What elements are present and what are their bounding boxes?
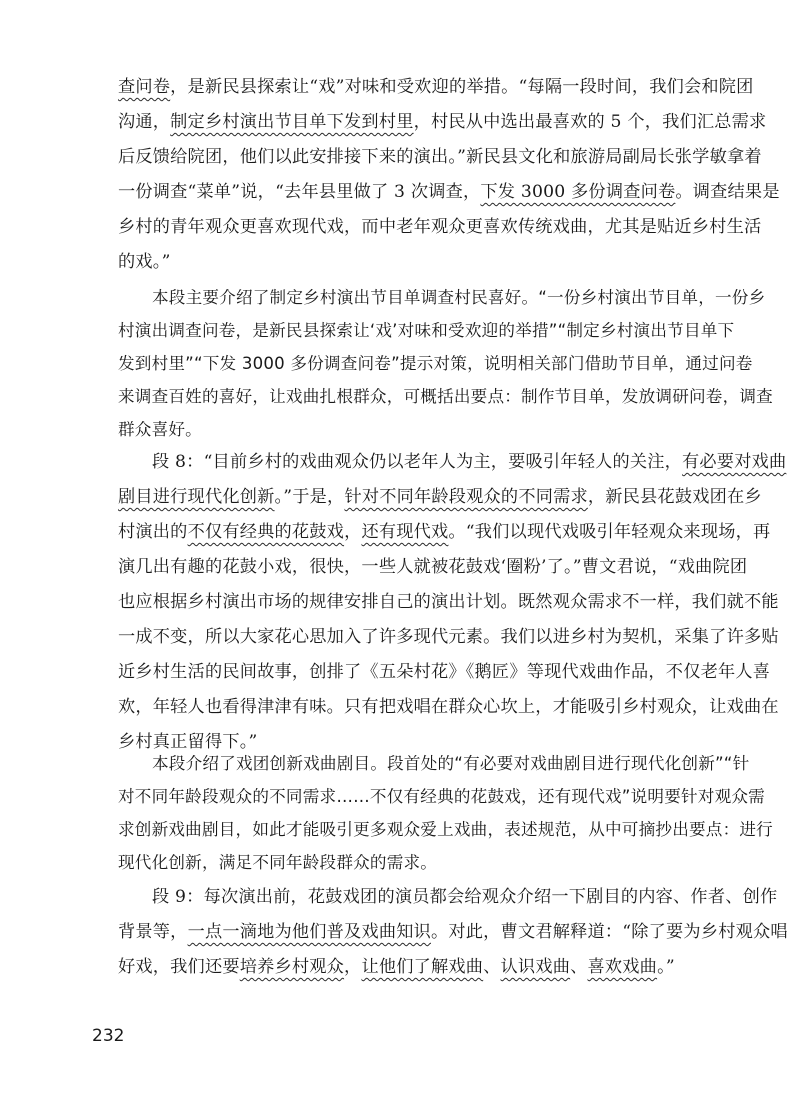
- text-run: ，是新民县探索让“戏”对味和受欢迎的举措。: [170, 77, 519, 97]
- text-run: 也应根据乡村演出市场的规律安排自己的演出计划。既然观众需求不一样，我们就不能: [118, 592, 779, 612]
- analysis-line: 本段主要介绍了制定乡村演出节目单调查村民喜好。“一份乡村演出节目单，一份乡: [152, 288, 766, 307]
- text-run: “每隔一段时间，我们会和院团: [518, 77, 754, 97]
- text-run: 欢，年轻人也看得津津有味。只有把戏唱在群众心坎上，才能吸引乡村观众，让戏曲在: [118, 697, 779, 717]
- text-run: 背景等，: [118, 922, 188, 942]
- text-line: [118, 950, 694, 985]
- page-number: 232: [92, 1026, 125, 1046]
- text-run: 一成不变，所以大家花心思加入了许多现代元素。我们以进乡村为契机，采集了许多贴: [118, 627, 779, 647]
- analysis-paragraph-1: [118, 281, 773, 446]
- underlined-phrase: 有必要对戏曲: [682, 452, 787, 472]
- paragraph-intro: [118, 70, 780, 280]
- analysis-line: 群众喜好。: [118, 420, 202, 439]
- underlined-phrase: 还有现代戏: [361, 522, 449, 542]
- text-run: 段 8：“目前乡村的戏曲观众仍以老年人为主，要吸引年轻人的关注，: [152, 452, 683, 472]
- text-run: ，: [344, 522, 362, 542]
- text-run: 村演出的: [118, 522, 188, 542]
- text-run: ，: [344, 957, 362, 977]
- underlined-phrase: 制定乡村演出节目单下发到村里: [170, 112, 414, 132]
- underlined-phrase: 不仅有经典的花鼓戏: [187, 522, 345, 542]
- text-line: [118, 915, 788, 950]
- underlined-phrase: 培养乡村观众: [239, 957, 345, 977]
- text-line: [118, 585, 779, 620]
- text-line: [118, 245, 694, 280]
- underlined-phrase: 剧目进行现代化创新: [118, 487, 275, 507]
- text-run: 好戏，我们还要: [118, 957, 240, 977]
- analysis-line: 发到村里”“下发 3000 多份调查问卷”提示对策，说明相关部门借助节目单，通过问卷: [118, 354, 753, 373]
- text-line: [118, 140, 762, 175]
- analysis-line: 求创新戏曲剧目，如此才能吸引更多观众爱上戏曲，表述规范，从中可摘抄出要点：进行: [118, 820, 773, 839]
- text-line: [118, 655, 771, 690]
- underlined-phrase: 喜欢戏曲: [587, 957, 658, 977]
- underlined-phrase: 一点一滴地为他们普及戏曲知识: [187, 922, 431, 942]
- analysis-line: 村演出调查问卷，是新民县探索让‘戏’对味和受欢迎的举措”“制定乡村演出节目单下: [118, 321, 735, 340]
- text-run: 乡村真正留得下。”: [118, 732, 258, 752]
- underlined-phrase: 查问卷: [118, 77, 171, 97]
- text-line: [118, 210, 762, 245]
- text-run: 、: [483, 957, 501, 977]
- text-line: [118, 480, 762, 515]
- analysis-line: 来调查百姓的喜好，让戏曲扎根群众，可概括出要点：制作节目单，发放调研问卷，调查: [118, 387, 773, 406]
- underlined-phrase: 让他们了解戏曲: [361, 957, 484, 977]
- text-line: [118, 515, 771, 550]
- text-run: 、: [570, 957, 588, 977]
- analysis-line: 对不同年龄段观众的不同需求……不仅有经典的花鼓戏，还有现代戏”说明要针对观众需: [118, 787, 765, 806]
- text-run: ，新民县花鼓戏团在乡: [587, 487, 762, 507]
- underlined-phrase: 下发 3000 多份调查问卷: [480, 182, 676, 202]
- text-line: [118, 70, 754, 105]
- text-run: 。调查结果是: [675, 182, 780, 202]
- text-line: [118, 550, 748, 585]
- text-run: 。对此，曹文君解释道：“除了要为乡村观众唱: [431, 922, 788, 942]
- text-run: 乡村的青年观众更喜欢现代戏，而中老年观众更喜欢传统戏曲，尤其是贴近乡村生活: [118, 217, 762, 237]
- analysis-paragraph-2: [118, 747, 773, 879]
- text-run: 演几出有趣的花鼓小戏，很快，一些人就被花鼓戏‘圈粉’了。”曹文君说，“戏曲院团: [118, 557, 748, 577]
- text-run: 一份调查“菜单”说，“去年县里做了 3 次调查，: [118, 182, 481, 202]
- paragraph-9: [118, 880, 788, 985]
- text-run: 。”于是，: [274, 487, 345, 507]
- underlined-phrase: 认识戏曲: [500, 957, 571, 977]
- text-line: [118, 880, 778, 915]
- text-line: [118, 620, 779, 655]
- text-run: 。”: [657, 957, 675, 977]
- text-line: [118, 175, 780, 210]
- text-line: [118, 690, 779, 725]
- text-run: 后反馈给院团，他们以此安排接下来的演出。”新民县文化和旅游局副局长张学敏拿着: [118, 147, 762, 167]
- text-run: ，村民从中选出最喜欢的 5 个，我们汇总需求: [413, 112, 767, 132]
- text-line: [118, 105, 767, 140]
- paragraph-8: [118, 445, 787, 760]
- underlined-phrase: 针对不同年龄段观众的不同需求: [344, 487, 588, 507]
- analysis-line: 现代化创新，满足不同年龄段群众的需求。: [118, 853, 438, 872]
- text-run: 的戏。”: [118, 252, 171, 272]
- text-run: 。“我们以现代戏吸引年轻观众来现场，再: [448, 522, 771, 542]
- text-run: 沟通，: [118, 112, 171, 132]
- text-run: 段 9：每次演出前，花鼓戏团的演员都会给观众介绍一下剧目的内容、作者、创作: [152, 887, 778, 907]
- text-run: 近乡村生活的民间故事，创排了《五朵村花》《鹅匠》等现代戏曲作品，不仅老年人喜: [118, 662, 771, 682]
- analysis-line: 本段介绍了戏团创新戏曲剧目。段首处的“有必要对戏曲剧目进行现代化创新”“针: [152, 754, 750, 773]
- text-line: [118, 445, 787, 480]
